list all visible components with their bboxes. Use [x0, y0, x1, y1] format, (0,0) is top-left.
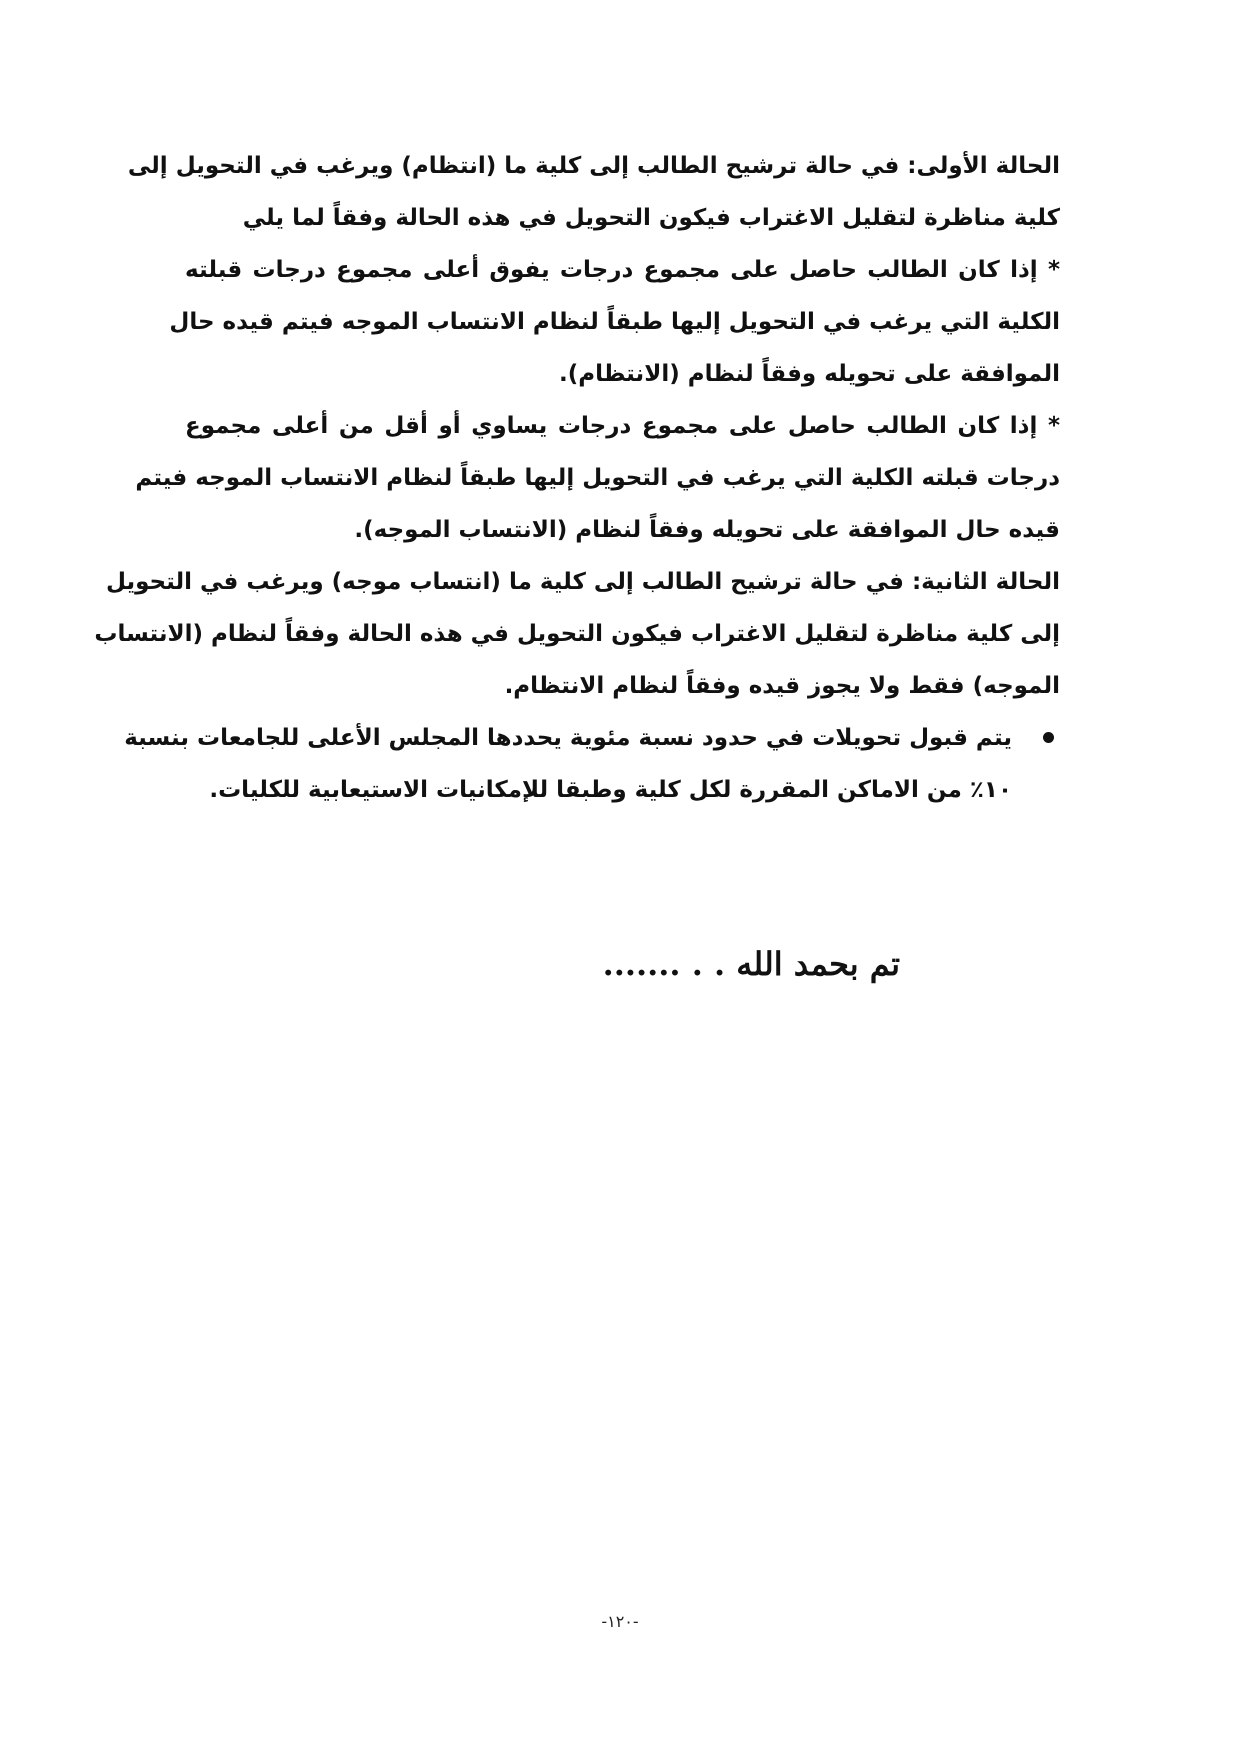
paragraph-first-case-condition-a	[169, 244, 1060, 400]
text-line: ١٠٪ من الاماكن المقررة لكل كلية وطبقا للإمكانيات الاستيعابية للكليات.	[209, 777, 1012, 803]
paragraph-first-case	[127, 140, 1060, 244]
paragraph-first-case-condition-b	[135, 400, 1060, 556]
text-line: درجات قبلته الكلية التي يرغب في التحويل إليها طبقاً لنظام الانتساب الموجه فيتم	[135, 465, 1060, 491]
text-line: الكلية التي يرغب في التحويل إليها طبقاً لنظام الانتساب الموجه فيتم قيده حال	[169, 309, 1060, 335]
bullet-item	[124, 712, 1060, 816]
text-line: إلى كلية مناظرة لتقليل الاغتراب فيكون التحويل في هذه الحالة وفقاً لنظام (الانتساب	[94, 621, 1060, 647]
text-line: * إذا كان الطالب حاصل على مجموع درجات يساوي أو أقل من أعلى مجموع	[185, 413, 1060, 439]
paragraph-second-case	[94, 556, 1060, 712]
text-line: الموجه) فقط ولا يجوز قيده وفقاً لنظام الانتظام.	[504, 673, 1060, 699]
text-line: الحالة الأولى: في حالة ترشيح الطالب إلى كلية ما (انتظام) ويرغب في التحويل إلى	[127, 153, 1060, 179]
bullet-icon	[1043, 732, 1054, 743]
body-text	[94, 140, 1060, 816]
text-line: الحالة الثانية: في حالة ترشيح الطالب إلى كلية ما (انتساب موجه) ويرغب في التحويل	[105, 569, 1060, 595]
text-line: * إذا كان الطالب حاصل على مجموع درجات يفوق أعلى مجموع درجات قبلته	[185, 257, 1060, 283]
page-number: -١٢٠-	[601, 1612, 639, 1631]
text-line: كلية مناظرة لتقليل الاغتراب فيكون التحويل في هذه الحالة وفقاً لما يلي	[242, 205, 1060, 231]
text-line: يتم قبول تحويلات في حدود نسبة مئوية يحددها المجلس الأعلى للجامعات بنسبة	[124, 725, 1012, 751]
text-line: قيده حال الموافقة على تحويله وفقاً لنظام (الانتساب الموجه).	[354, 517, 1060, 543]
text-line: الموافقة على تحويله وفقاً لنظام (الانتظام).	[559, 361, 1060, 387]
closing-phrase: تم بحمد الله . . .......	[602, 945, 900, 983]
